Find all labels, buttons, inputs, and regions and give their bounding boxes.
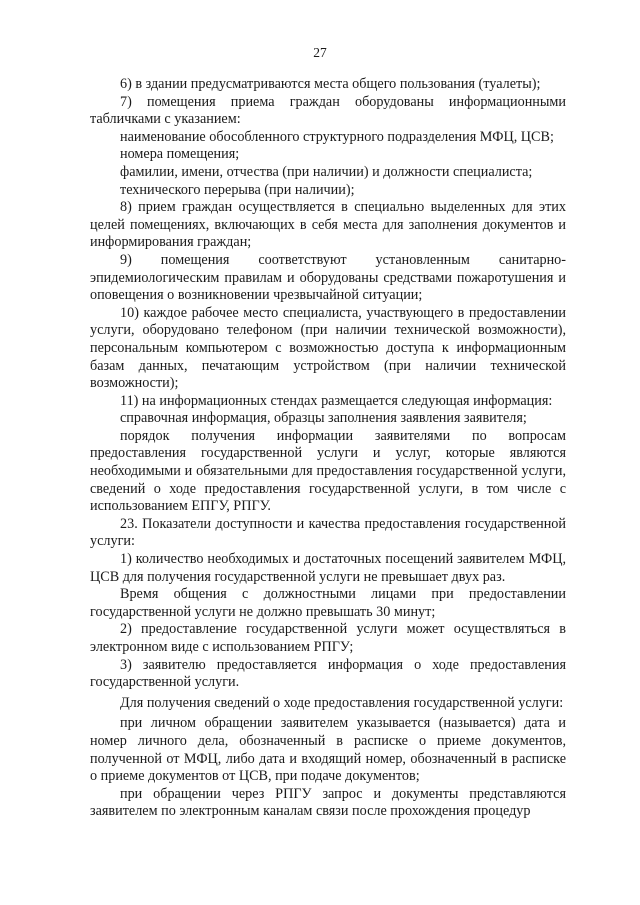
paragraph-sign-room-number: номера помещения; bbox=[120, 146, 240, 163]
paragraph-item-10: 10) каждое рабочее место специалиста, участвующего в предоставлении услуги, оборудовано телефоном (при наличии технической возможности), персональным компьютером с возможностью доступа к информационным базам данных, печатающим устройством (при наличии технической возможности); bbox=[90, 304, 566, 392]
paragraph-sign-unit-name: наименование обособленного структурного подразделения МФЦ, ЦСВ; bbox=[120, 128, 554, 145]
paragraph-personal-visit: при личном обращении заявителем указывается (называется) дата и номер личного дела, обозначенный в расписке о приеме документов, полученной от МФЦ, либо дата и входящий номер, обозначенный в расписке о приеме документов от ЦСВ, при подаче документов; bbox=[90, 715, 566, 785]
paragraph-item-7: 7) помещения приема граждан оборудованы информационными табличками с указанием: bbox=[90, 93, 566, 128]
paragraph-reference-info: справочная информация, образцы заполнения заявления заявителя; bbox=[120, 410, 527, 427]
paragraph-communication-time: Время общения с должностными лицами при предоставлении государственной услуги не должно превышать 30 минут; bbox=[90, 586, 566, 620]
document-body bbox=[90, 76, 566, 821]
page-number: 27 bbox=[313, 45, 327, 60]
paragraph-status-info: Для получения сведений о ходе предоставления государственной услуги: bbox=[120, 694, 564, 711]
paragraph-info-procedure: порядок получения информации заявителями по вопросам предоставления государственной услуги и услуг, которые являются необходимыми и обязательными для предоставления государственной услуги, сведений о ходе предоставления государственной услуги, в том числе с использованием ЕПГУ, РПГУ. bbox=[90, 427, 566, 515]
paragraph-indicator-3: 3) заявителю предоставляется информация о ходе предоставления государственной услуги. bbox=[90, 656, 566, 691]
paragraph-item-8: 8) прием граждан осуществляется в специально выделенных для этих целей помещениях, включающих в себя места для заполнения документов и информирования граждан; bbox=[90, 199, 566, 251]
paragraph-item-11: 11) на информационных стендах размещается следующая информация: bbox=[120, 392, 553, 409]
paragraph-section-23: 23. Показатели доступности и качества предоставления государственной услуги: bbox=[90, 515, 566, 550]
paragraph-indicator-2: 2) предоставление государственной услуги может осуществляться в электронном виде с использованием РПГУ; bbox=[90, 621, 566, 655]
paragraph-item-6: 6) в здании предусматриваются места общего пользования (туалеты); bbox=[120, 76, 541, 92]
paragraph-sign-specialist-name: фамилии, имени, отчества (при наличии) и должности специалиста; bbox=[120, 163, 533, 180]
paragraph-indicator-1: 1) количество необходимых и достаточных посещений заявителем МФЦ, ЦСВ для получения государственной услуги не превышает двух раз. bbox=[90, 551, 566, 585]
paragraph-rpgu-request: при обращении через РПГУ запрос и документы представляются заявителем по электронным каналам связи после прохождения процедур bbox=[90, 785, 566, 820]
paragraph-sign-break: технического перерыва (при наличии); bbox=[120, 181, 355, 198]
paragraph-item-9: 9) помещения соответствуют установленным санитарно-эпидемиологическим правилам и оборудованы средствами пожаротушения и оповещения о возникновении чрезвычайной ситуации; bbox=[90, 251, 566, 304]
